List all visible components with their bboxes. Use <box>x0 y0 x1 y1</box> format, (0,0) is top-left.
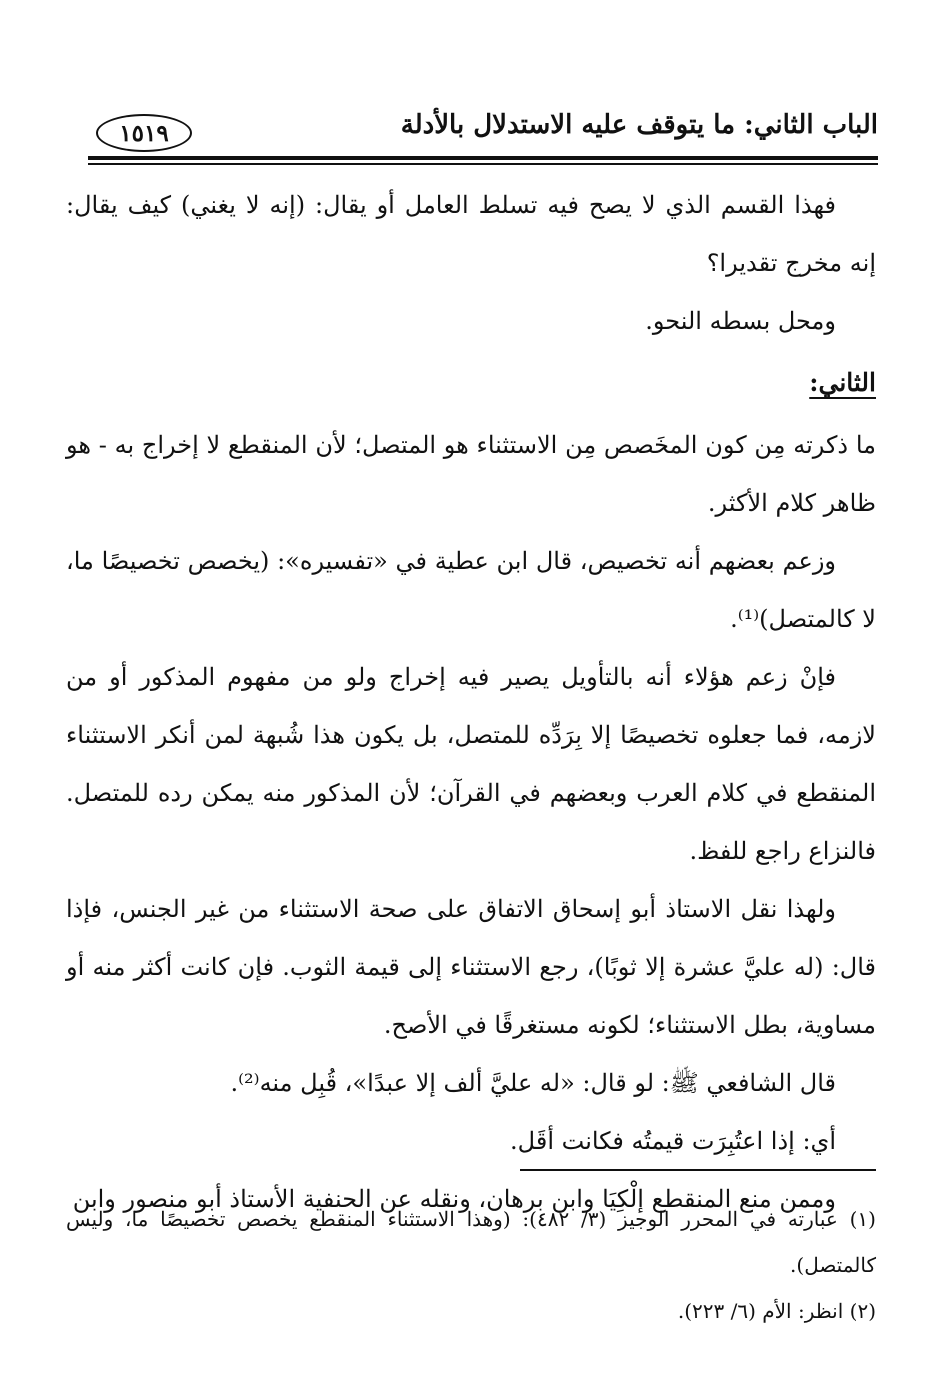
paragraph-3: ما ذكرته مِن كون المخَصص مِن الاستثناء هو المتصل؛ لأن المنقطع لا إخراج به - هو ظاهر كلام الأكثر. <box>66 431 877 517</box>
paragraph-9: وممن منع المنقطع إلْكِيَا وابن برهان، ونقله عن الحنفية الأستاذ أبو منصور وابن <box>72 1185 836 1213</box>
header-rule-thin <box>88 163 878 165</box>
running-header <box>88 104 878 156</box>
header-rule-thick <box>88 156 878 160</box>
page-number-badge: ١٥١٩ <box>96 114 192 152</box>
chapter-title: الباب الثاني: ما يتوقف عليه الاستدلال بالأدلة <box>400 110 878 140</box>
paragraph-7: قال الشافعي ﷺ: لو قال: «له عليَّ ألف إلا عبدًا»، قُبِل منه⁽²⁾. <box>230 1069 836 1097</box>
footnote-1: (١) عبارته في المحرر الوجيز (٣/ ٤٨٢): (وهذا الاستثناء المنقطع يخصص تخصيصًا ما، وليس كالمتصل). <box>66 1207 876 1277</box>
paragraph-6: ولهذا نقل الاستاذ أبو إسحاق الاتفاق على صحة الاستثناء من غير الجنس، فإذا قال: (له عليَّ عشرة إلا ثوبًا)، رجع الاستثناء إلى قيمة الثوب. فإن كانت أكثر منه أو مساوية، بطل الاستثناء؛ لكونه مستغرقًا في الأصح. <box>66 895 876 1039</box>
paragraph-1: فهذا القسم الذي لا يصح فيه تسلط العامل أو يقال: (إنه لا يغني) كيف يقال: إنه مخرج تقديرا؟ <box>66 191 876 277</box>
paragraph-5: فإنْ زعم هؤلاء أنه بالتأويل يصير فيه إخراج ولو من مفهوم المذكور أو من لازمه، فما جعلوه تخصيصًا إلا بِرَدِّه للمتصل، بل يكون هذا شُبهة لمن أنكر الاستثناء المنقطع في كلام العرب وبعضهم في القرآن؛ لأن المذكور منه يمكن رده للمتصل. فالنزاع راجع للفظ. <box>66 663 876 865</box>
footnote-separator <box>520 1169 876 1171</box>
paragraph-8: أي: إذا اعتُبِرَت قيمتُه فكانت أقَل. <box>510 1127 836 1155</box>
footnotes <box>66 1196 876 1334</box>
paragraph-4: وزعم بعضهم أنه تخصيص، قال ابن عطية في «تفسيره»: (يخصص تخصيصًا ما، لا كالمتصل)⁽¹⁾. <box>66 547 876 633</box>
paragraph-2: ومحل بسطه النحو. <box>645 307 836 335</box>
footnote-2: (٢) انظر: الأم (٦/ ٢٢٣). <box>677 1299 876 1323</box>
main-text <box>66 176 876 1228</box>
section-heading: الثاني: <box>809 368 876 397</box>
